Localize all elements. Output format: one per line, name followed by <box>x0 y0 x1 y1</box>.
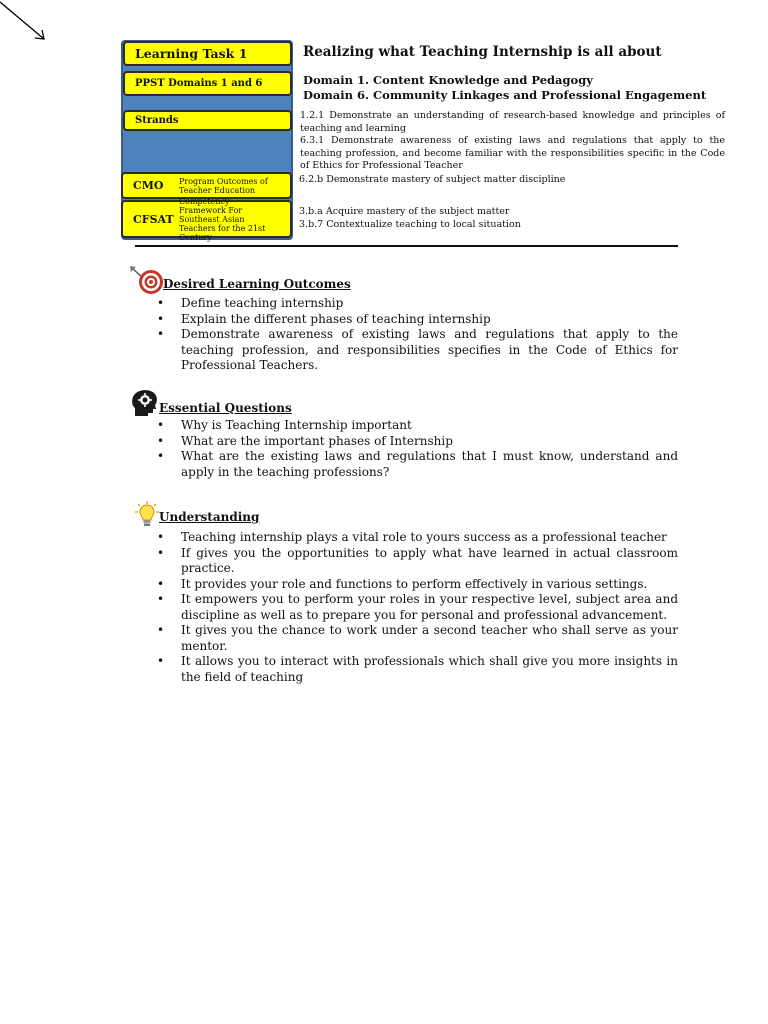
strands-text <box>300 110 725 173</box>
domain-line: Domain 1. Content Knowledge and Pedagogy <box>303 73 593 87</box>
header-divider <box>135 245 678 247</box>
cmo-label: CMO Program Outcomes of Teacher Education <box>121 172 292 199</box>
cfsat-label: CFSAT Competency Framework For Southeast Asian Teachers for the 21st Century <box>121 200 292 238</box>
list-item: • It empowers you to perform your roles in your respective level, subject area and discipline as well as to prepare you for personal and professional advancement. <box>155 592 678 623</box>
corner-arrow-icon <box>0 0 50 44</box>
domain-line: Domain 6. Community Linkages and Professional Engagement <box>303 88 707 102</box>
page-title: Realizing what Teaching Internship is all about <box>303 44 662 60</box>
understanding-section <box>130 500 678 685</box>
list-item: • Why is Teaching Internship important <box>155 418 678 434</box>
cfsat-description: Competency Framework For Southeast Asian Teachers for the 21st Century <box>179 196 266 242</box>
list-item: • What are the existing laws and regulations that I must know, understand and apply in the teaching professions? <box>155 449 678 480</box>
desired-learning-outcomes-section <box>130 266 678 374</box>
learning-task-label: Learning Task 1 <box>123 41 292 66</box>
list-item: • Teaching internship plays a vital role to yours success as a professional teacher <box>155 530 678 546</box>
domains-list <box>303 73 706 103</box>
list-item: • Define teaching internship <box>155 296 678 312</box>
cfsat-item: 3.b.a Acquire mastery of the subject matter <box>299 206 510 217</box>
list-item: • It gives you the chance to work under a second teacher who shall serve as your mentor. <box>155 623 678 654</box>
list-item: • It allows you to interact with professionals which shall give you more insights in the field of teaching <box>155 654 678 685</box>
essential-questions-section <box>130 388 678 480</box>
strand-item: 6.3.1 Demonstrate awareness of existing laws and regulations that apply to the teaching profession, and become familiar with the responsibilities specific in the Code of Ethics for Professional Teacher <box>300 135 725 171</box>
section-title: Desired Learning Outcomes <box>163 277 351 291</box>
outcomes-list <box>155 296 678 374</box>
cfsat-text <box>299 206 521 231</box>
cmo-description: Program Outcomes of Teacher Education <box>179 176 268 195</box>
lightbulb-icon <box>130 500 160 528</box>
list-item: • What are the important phases of Internship <box>155 434 678 450</box>
cfsat-item: 3.b.7 Contextualize teaching to local situation <box>299 218 521 230</box>
list-item: • Explain the different phases of teaching internship <box>155 312 678 328</box>
strands-label: Strands <box>123 110 292 131</box>
head-gear-icon <box>130 388 160 418</box>
list-item: • It provides your role and functions to perform effectively in various settings. <box>155 577 678 593</box>
strand-item: 1.2.1 Demonstrate an understanding of research-based knowledge and principles of teaching and learning <box>300 110 725 134</box>
section-title: Understanding <box>159 510 260 524</box>
list-item: • If gives you the opportunities to apply what have learned in actual classroom practice. <box>155 546 678 577</box>
cmo-text: 6.2.b Demonstrate mastery of subject matter discipline <box>299 174 566 185</box>
list-item: • Demonstrate awareness of existing laws and regulations that apply to the teaching profession, and responsibilities specifies in the Code of Ethics for Professional Teachers. <box>155 327 678 374</box>
questions-list <box>155 418 678 480</box>
section-title: Essential Questions <box>159 401 292 415</box>
target-icon <box>130 266 164 296</box>
ppst-domains-label: PPST Domains 1 and 6 <box>123 71 292 96</box>
understanding-list <box>155 530 678 685</box>
